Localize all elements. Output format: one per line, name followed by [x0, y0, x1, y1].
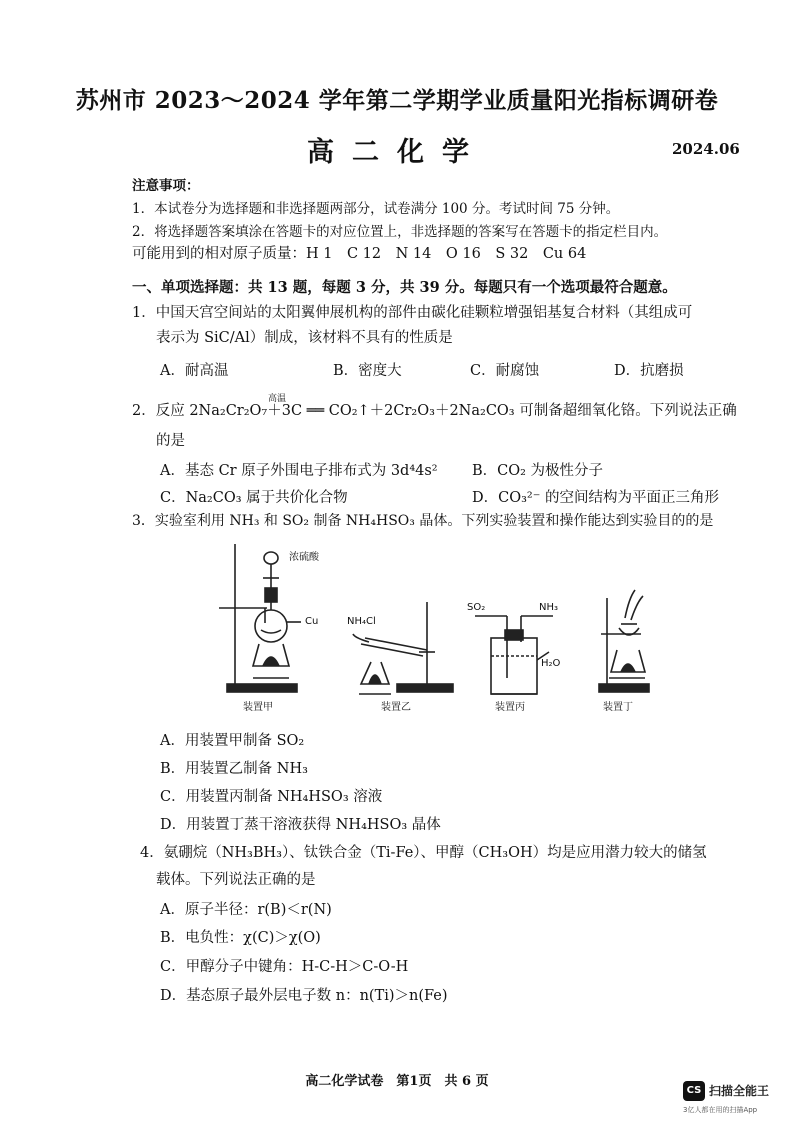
label-device-bing: 装置丙 — [495, 702, 525, 713]
q4-option-b: B．电负性：χ(C)＞χ(O) — [160, 930, 321, 946]
apparatus-jia-drawing — [219, 544, 301, 692]
label-device-ding: 装置丁 — [603, 702, 633, 713]
notes-heading: 注意事项： — [132, 178, 200, 194]
label-nh4cl: NH₄Cl — [347, 616, 376, 627]
subject-title: 高二化学 — [307, 137, 487, 168]
q3-option-d: D．用装置丁蒸干溶液获得 NH₄HSO₃ 晶体 — [160, 817, 441, 833]
q4-stem-line2: 载体。下列说法正确的是 — [156, 872, 316, 888]
q2-reaction-condition: 高温 — [268, 394, 287, 404]
q1-option-b: B．密度大 — [333, 363, 402, 379]
q3-option-a: A．用装置甲制备 SO₂ — [160, 733, 305, 749]
label-conc-acid: 浓硫酸 — [289, 552, 319, 563]
q4-stem-line1: 4．氨硼烷（NH₃BH₃）、钛铁合金（Ti-Fe）、甲醇（CH₃OH）均是应用潜力较大的储氢 — [140, 845, 707, 861]
q4-option-a: A．原子半径：r(B)＜r(N) — [160, 902, 332, 918]
section-heading: 一、单项选择题：共 13 题，每题 3 分，共 39 分。每题只有一个选项最符合题意。 — [132, 279, 677, 296]
label-nh3: NH₃ — [539, 602, 559, 613]
q4-option-c: C．甲醇分子中键角：H-C-H＞C-O-H — [160, 959, 409, 975]
label-cu: Cu — [305, 616, 319, 627]
q3-option-c: C．用装置丙制备 NH₄HSO₃ 溶液 — [160, 789, 383, 805]
scanner-tagline: 3亿人都在用的扫描App — [683, 1106, 758, 1114]
q3-option-b: B．用装置乙制备 NH₃ — [160, 761, 308, 777]
label-device-yi: 装置乙 — [381, 702, 411, 713]
apparatus-figure — [205, 538, 655, 718]
q2-stem-line2: 的是 — [156, 433, 185, 449]
q1-stem-line1: 1．中国天宫空间站的太阳翼伸展机构的部件由碳化硅颗粒增强铝基复合材料（其组成可 — [132, 305, 693, 321]
q3-stem-line1: 3．实验室利用 NH₃ 和 SO₂ 制备 NH₄HSO₃ 晶体。下列实验装置和操作能达到实验目的的是 — [132, 513, 714, 529]
apparatus-svg — [205, 538, 655, 718]
exam-title: 苏州市 2023～2024 学年第二学期学业质量阳光指标调研卷 — [75, 87, 719, 114]
atomic-masses: 可能用到的相对原子质量：H 1 C 12 N 14 O 16 S 32 Cu 64 — [132, 246, 587, 262]
q2-option-b: B．CO₂ 为极性分子 — [472, 463, 604, 479]
q1-option-d: D．抗磨损 — [614, 363, 684, 379]
q2-option-c: C．Na₂CO₃ 属于共价化合物 — [160, 490, 348, 506]
note-2: 2．将选择题答案填涂在答题卡的对应位置上，非选择题的答案写在答题卡的指定栏目内。 — [132, 224, 668, 240]
apparatus-bing-drawing — [475, 616, 553, 694]
note-1: 1．本试卷分为选择题和非选择题两部分，试卷满分 100 分。考试时间 75 分钟。 — [132, 201, 620, 217]
exam-date: 2024.06 — [672, 140, 740, 158]
cs-logo-icon: CS — [683, 1081, 705, 1101]
label-h2o: H₂O — [541, 658, 561, 669]
q1-option-a: A．耐高温 — [160, 363, 229, 379]
scanner-badge — [683, 1081, 793, 1121]
page-footer: 高二化学试卷 第1页 共 6 页 — [305, 1074, 489, 1089]
label-device-jia: 装置甲 — [243, 702, 273, 713]
q2-stem-line1: 2．反应 2Na₂Cr₂O₇＋3C ══ CO₂↑＋2Cr₂O₃＋2Na₂CO₃ 可制备超细氧化铬。下列说法正确 — [132, 403, 737, 419]
apparatus-ding-drawing — [599, 590, 649, 692]
q2-option-d: D．CO₃²⁻ 的空间结构为平面正三角形 — [472, 490, 719, 506]
q2-option-a: A．基态 Cr 原子外围电子排布式为 3d⁴4s² — [160, 463, 438, 479]
q1-stem-line2: 表示为 SiC/Al）制成，该材料不具有的性质是 — [156, 330, 453, 346]
label-so2: SO₂ — [467, 602, 486, 613]
q1-option-c: C．耐腐蚀 — [470, 363, 540, 379]
q4-option-d: D．基态原子最外层电子数 n：n(Ti)＞n(Fe) — [160, 988, 448, 1004]
scanner-app-name: 扫描全能王 — [709, 1084, 770, 1098]
